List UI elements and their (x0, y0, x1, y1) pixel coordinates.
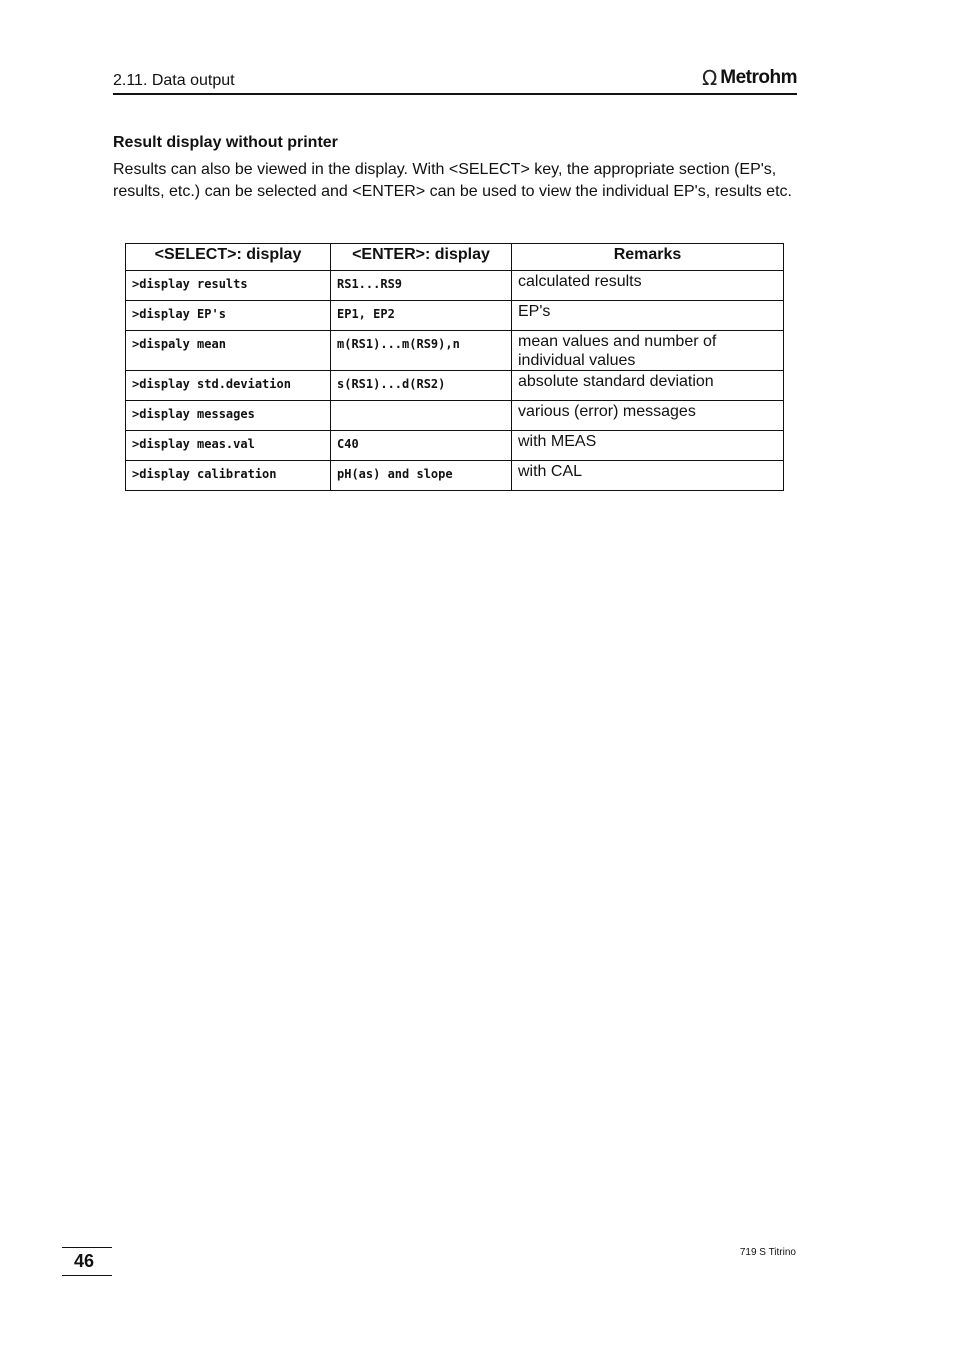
header-divider (113, 93, 797, 95)
remarks-cell: with CAL (512, 461, 784, 491)
column-header-select: <SELECT>: display (126, 244, 331, 271)
remarks-cell: with MEAS (512, 431, 784, 461)
table-row (126, 431, 784, 461)
enter-cell: EP1, EP2 (331, 301, 512, 331)
enter-cell: s(RS1)...d(RS2) (331, 371, 512, 401)
select-cell: >display meas.val (126, 431, 331, 461)
select-cell: >display results (126, 271, 331, 301)
omega-icon: Ω (701, 66, 718, 90)
table-row (126, 461, 784, 491)
select-cell: >display calibration (126, 461, 331, 491)
intro-paragraph: Results can also be viewed in the display. With <SELECT> key, the appropriate section (EP's, results, etc.) can be selected and <ENTER> can be used to view the individual EP's, results etc. (113, 161, 792, 200)
column-header-remarks: Remarks (512, 244, 784, 271)
remarks-cell: mean values and number of individual values (512, 331, 784, 371)
enter-cell: C40 (331, 431, 512, 461)
table-row (126, 371, 784, 401)
table-row (126, 401, 784, 431)
brand-name: Metrohm (720, 67, 797, 88)
remarks-cell: various (error) messages (512, 401, 784, 431)
section-title: 2.11. Data output (113, 72, 235, 89)
select-cell: >display std.deviation (126, 371, 331, 401)
table-row (126, 301, 784, 331)
select-cell: >dispaly mean (126, 331, 331, 371)
display-table (125, 243, 784, 491)
select-cell: >display EP's (126, 301, 331, 331)
enter-cell: pH(as) and slope (331, 461, 512, 491)
remarks-cell: absolute standard deviation (512, 371, 784, 401)
page-number: 46 (74, 1251, 95, 1271)
select-cell: >display messages (126, 401, 331, 431)
enter-cell (331, 401, 512, 431)
table-row (126, 271, 784, 301)
footer-divider-bottom (62, 1275, 112, 1276)
column-header-enter: <ENTER>: display (331, 244, 512, 271)
enter-cell: m(RS1)...m(RS9),n (331, 331, 512, 371)
subsection-heading: Result display without printer (113, 134, 338, 151)
page-header (113, 66, 797, 94)
remarks-cell: calculated results (512, 271, 784, 301)
product-name: 719 S Titrino (739, 1247, 796, 1258)
enter-cell: RS1...RS9 (331, 271, 512, 301)
footer-divider-top (62, 1247, 112, 1248)
remarks-cell: EP's (512, 301, 784, 331)
table-row (126, 331, 784, 371)
table-header-row (126, 244, 784, 271)
metrohm-logo (702, 66, 797, 90)
